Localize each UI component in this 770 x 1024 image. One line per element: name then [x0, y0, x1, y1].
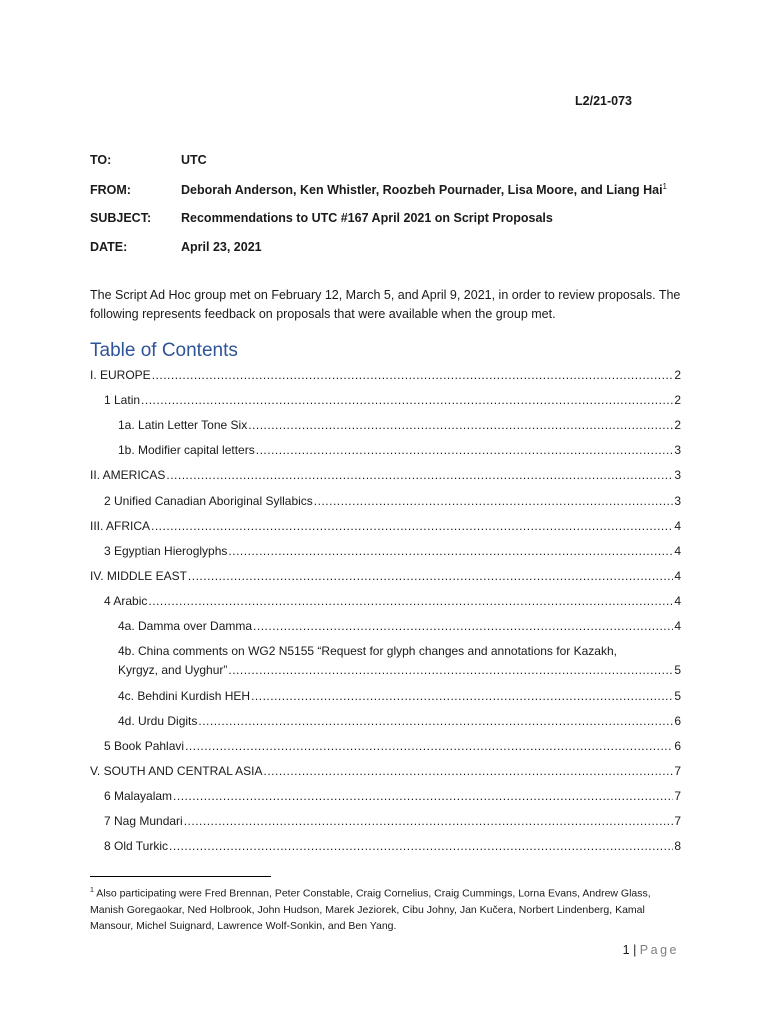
toc-leader-dots	[228, 661, 673, 680]
toc-page-number: 4	[674, 568, 681, 583]
page-footer	[623, 943, 679, 957]
toc-entry-label: 4c. Behdini Kurdish HEH	[118, 688, 251, 703]
toc-leader-dots	[169, 837, 673, 856]
header-value: UTC	[181, 153, 207, 167]
toc-leader-dots	[248, 416, 673, 435]
toc-entry-label: 8 Old Turkic	[104, 839, 169, 854]
toc-entry[interactable]	[118, 642, 681, 679]
toc-page-number: 2	[674, 393, 681, 408]
footnote	[90, 883, 680, 934]
toc-entry-label: 1 Latin	[104, 393, 141, 408]
header-row-to	[90, 153, 690, 167]
toc-entry[interactable]	[104, 737, 681, 756]
toc-entry[interactable]	[104, 787, 681, 806]
document-id: L2/21-073	[575, 94, 632, 108]
toc-entry[interactable]	[118, 687, 681, 706]
toc-page-number: 3	[674, 493, 681, 508]
toc-entry-label: 4b. China comments on WG2 N5155 “Request for glyph changes and annotations for Kazakh,	[118, 644, 617, 659]
toc-entry-label: 4d. Urdu Digits	[118, 713, 198, 728]
toc-leader-dots	[253, 617, 673, 636]
toc-leader-dots	[141, 391, 673, 410]
toc-leader-dots	[188, 567, 673, 586]
toc-leader-dots	[166, 466, 673, 485]
toc-entry[interactable]	[104, 837, 681, 856]
toc-leader-dots	[264, 762, 674, 781]
toc-leader-dots	[173, 787, 673, 806]
page-word: Page	[639, 943, 679, 957]
toc-entry[interactable]	[104, 542, 681, 561]
toc-entry[interactable]	[118, 441, 681, 460]
toc-leader-dots	[148, 592, 673, 611]
footnote-ref[interactable]: 1	[662, 182, 667, 191]
toc-leader-dots	[256, 441, 674, 460]
intro-paragraph: The Script Ad Hoc group met on February 12, March 5, and April 9, 2021, in order to review proposals. The following represents feedback on proposals that were available when the group met.	[90, 288, 681, 321]
toc-leader-dots	[198, 712, 673, 731]
toc-entry[interactable]	[118, 712, 681, 731]
toc-entry[interactable]	[104, 391, 681, 410]
toc-page-number: 6	[674, 738, 681, 753]
toc-page-number: 3	[674, 468, 681, 483]
toc-page-number: 6	[674, 713, 681, 728]
toc-entry[interactable]	[90, 366, 681, 385]
header-label: TO:	[90, 153, 112, 167]
toc-page-number: 5	[674, 662, 681, 677]
toc-entry-label: 1b. Modifier capital letters	[118, 443, 255, 458]
toc-page-number: 7	[674, 814, 681, 829]
toc-entry[interactable]	[104, 812, 681, 831]
toc-page-number: 8	[674, 839, 681, 854]
footnote-marker: 1	[90, 887, 94, 894]
toc-page-number: 4	[674, 518, 681, 533]
header-label: FROM:	[90, 183, 131, 198]
toc-entry-label: 6 Malayalam	[104, 788, 173, 803]
toc-entry[interactable]	[104, 492, 681, 511]
toc-entry-label: 5 Book Pahlavi	[104, 738, 185, 753]
toc-entry-label: IV. MIDDLE EAST	[90, 568, 187, 583]
header-row-from	[90, 182, 690, 197]
toc-entry-label: 4 Arabic	[104, 593, 148, 608]
footnote-text: Also participating were Fred Brennan, Peter Constable, Craig Cornelius, Craig Cummings, Lorna Evans, Andrew Glass, Manish Goregaokar, Ned Holbrook, John Hudson, Marek Jeziorek, Cibu Johny, Jan Kučera, Norbert Lindenberg, Kamal Mansour, Michel Suignard, Lawrence Wolf-Sonkin, and Ben Yang.	[90, 887, 651, 932]
page-separator: |	[633, 943, 637, 957]
toc-entry-label: V. SOUTH AND CENTRAL ASIA	[90, 763, 263, 778]
toc-entry[interactable]	[90, 517, 681, 536]
toc-entry-label: 7 Nag Mundari	[104, 814, 183, 829]
toc-entry[interactable]	[90, 466, 681, 485]
toc-entry[interactable]	[90, 567, 681, 586]
toc-entry-label: I. EUROPE	[90, 368, 151, 382]
toc-page-number: 2	[674, 418, 681, 433]
toc-page-number: 5	[674, 688, 681, 703]
toc-entry-continuation	[118, 661, 681, 680]
toc-entry[interactable]	[90, 762, 681, 781]
toc-entry-label: 3 Egyptian Hieroglyphs	[104, 543, 228, 558]
toc-page-number: 4	[674, 593, 681, 608]
toc-entry-label: 2 Unified Canadian Aboriginal Syllabics	[104, 493, 313, 508]
header-label: SUBJECT:	[90, 211, 152, 225]
toc-entry-label: 1a. Latin Letter Tone Six	[118, 418, 248, 433]
footnote-divider	[90, 876, 271, 877]
page-number: 1	[622, 943, 630, 957]
header-value: Deborah Anderson, Ken Whistler, Roozbeh Pournader, Lisa Moore, and Liang Hai	[181, 183, 663, 198]
header-label: DATE:	[90, 240, 128, 254]
toc-leader-dots	[185, 737, 673, 756]
toc-page-number: 7	[674, 788, 681, 803]
toc-entry-label: Kyrgyz, and Uyghur”	[118, 662, 228, 677]
toc-entry[interactable]	[104, 592, 681, 611]
toc-leader-dots	[152, 366, 674, 385]
toc-leader-dots	[151, 517, 673, 536]
header-value: April 23, 2021	[181, 240, 262, 254]
header-value: Recommendations to UTC #167 April 2021 on Script Proposals	[181, 211, 553, 225]
header-row-date	[90, 240, 690, 254]
toc-leader-dots	[228, 542, 673, 561]
toc-entry-label: III. AFRICA	[90, 518, 151, 533]
toc-leader-dots	[314, 492, 674, 511]
toc-entry-label: II. AMERICAS	[90, 468, 166, 483]
toc-leader-dots	[251, 687, 673, 706]
toc-entry[interactable]	[118, 416, 681, 435]
toc-page-number: 7	[674, 763, 681, 778]
toc-leader-dots	[184, 812, 674, 831]
header-row-subject	[90, 211, 690, 225]
toc-page-number: 4	[674, 543, 681, 558]
toc-title: Table of Contents	[90, 340, 238, 361]
toc-entry[interactable]	[118, 617, 681, 636]
toc-page-number: 2	[674, 368, 681, 382]
toc-page-number: 3	[674, 443, 681, 458]
toc-page-number: 4	[674, 619, 681, 633]
toc-entry-label: 4a. Damma over Damma	[118, 619, 253, 633]
